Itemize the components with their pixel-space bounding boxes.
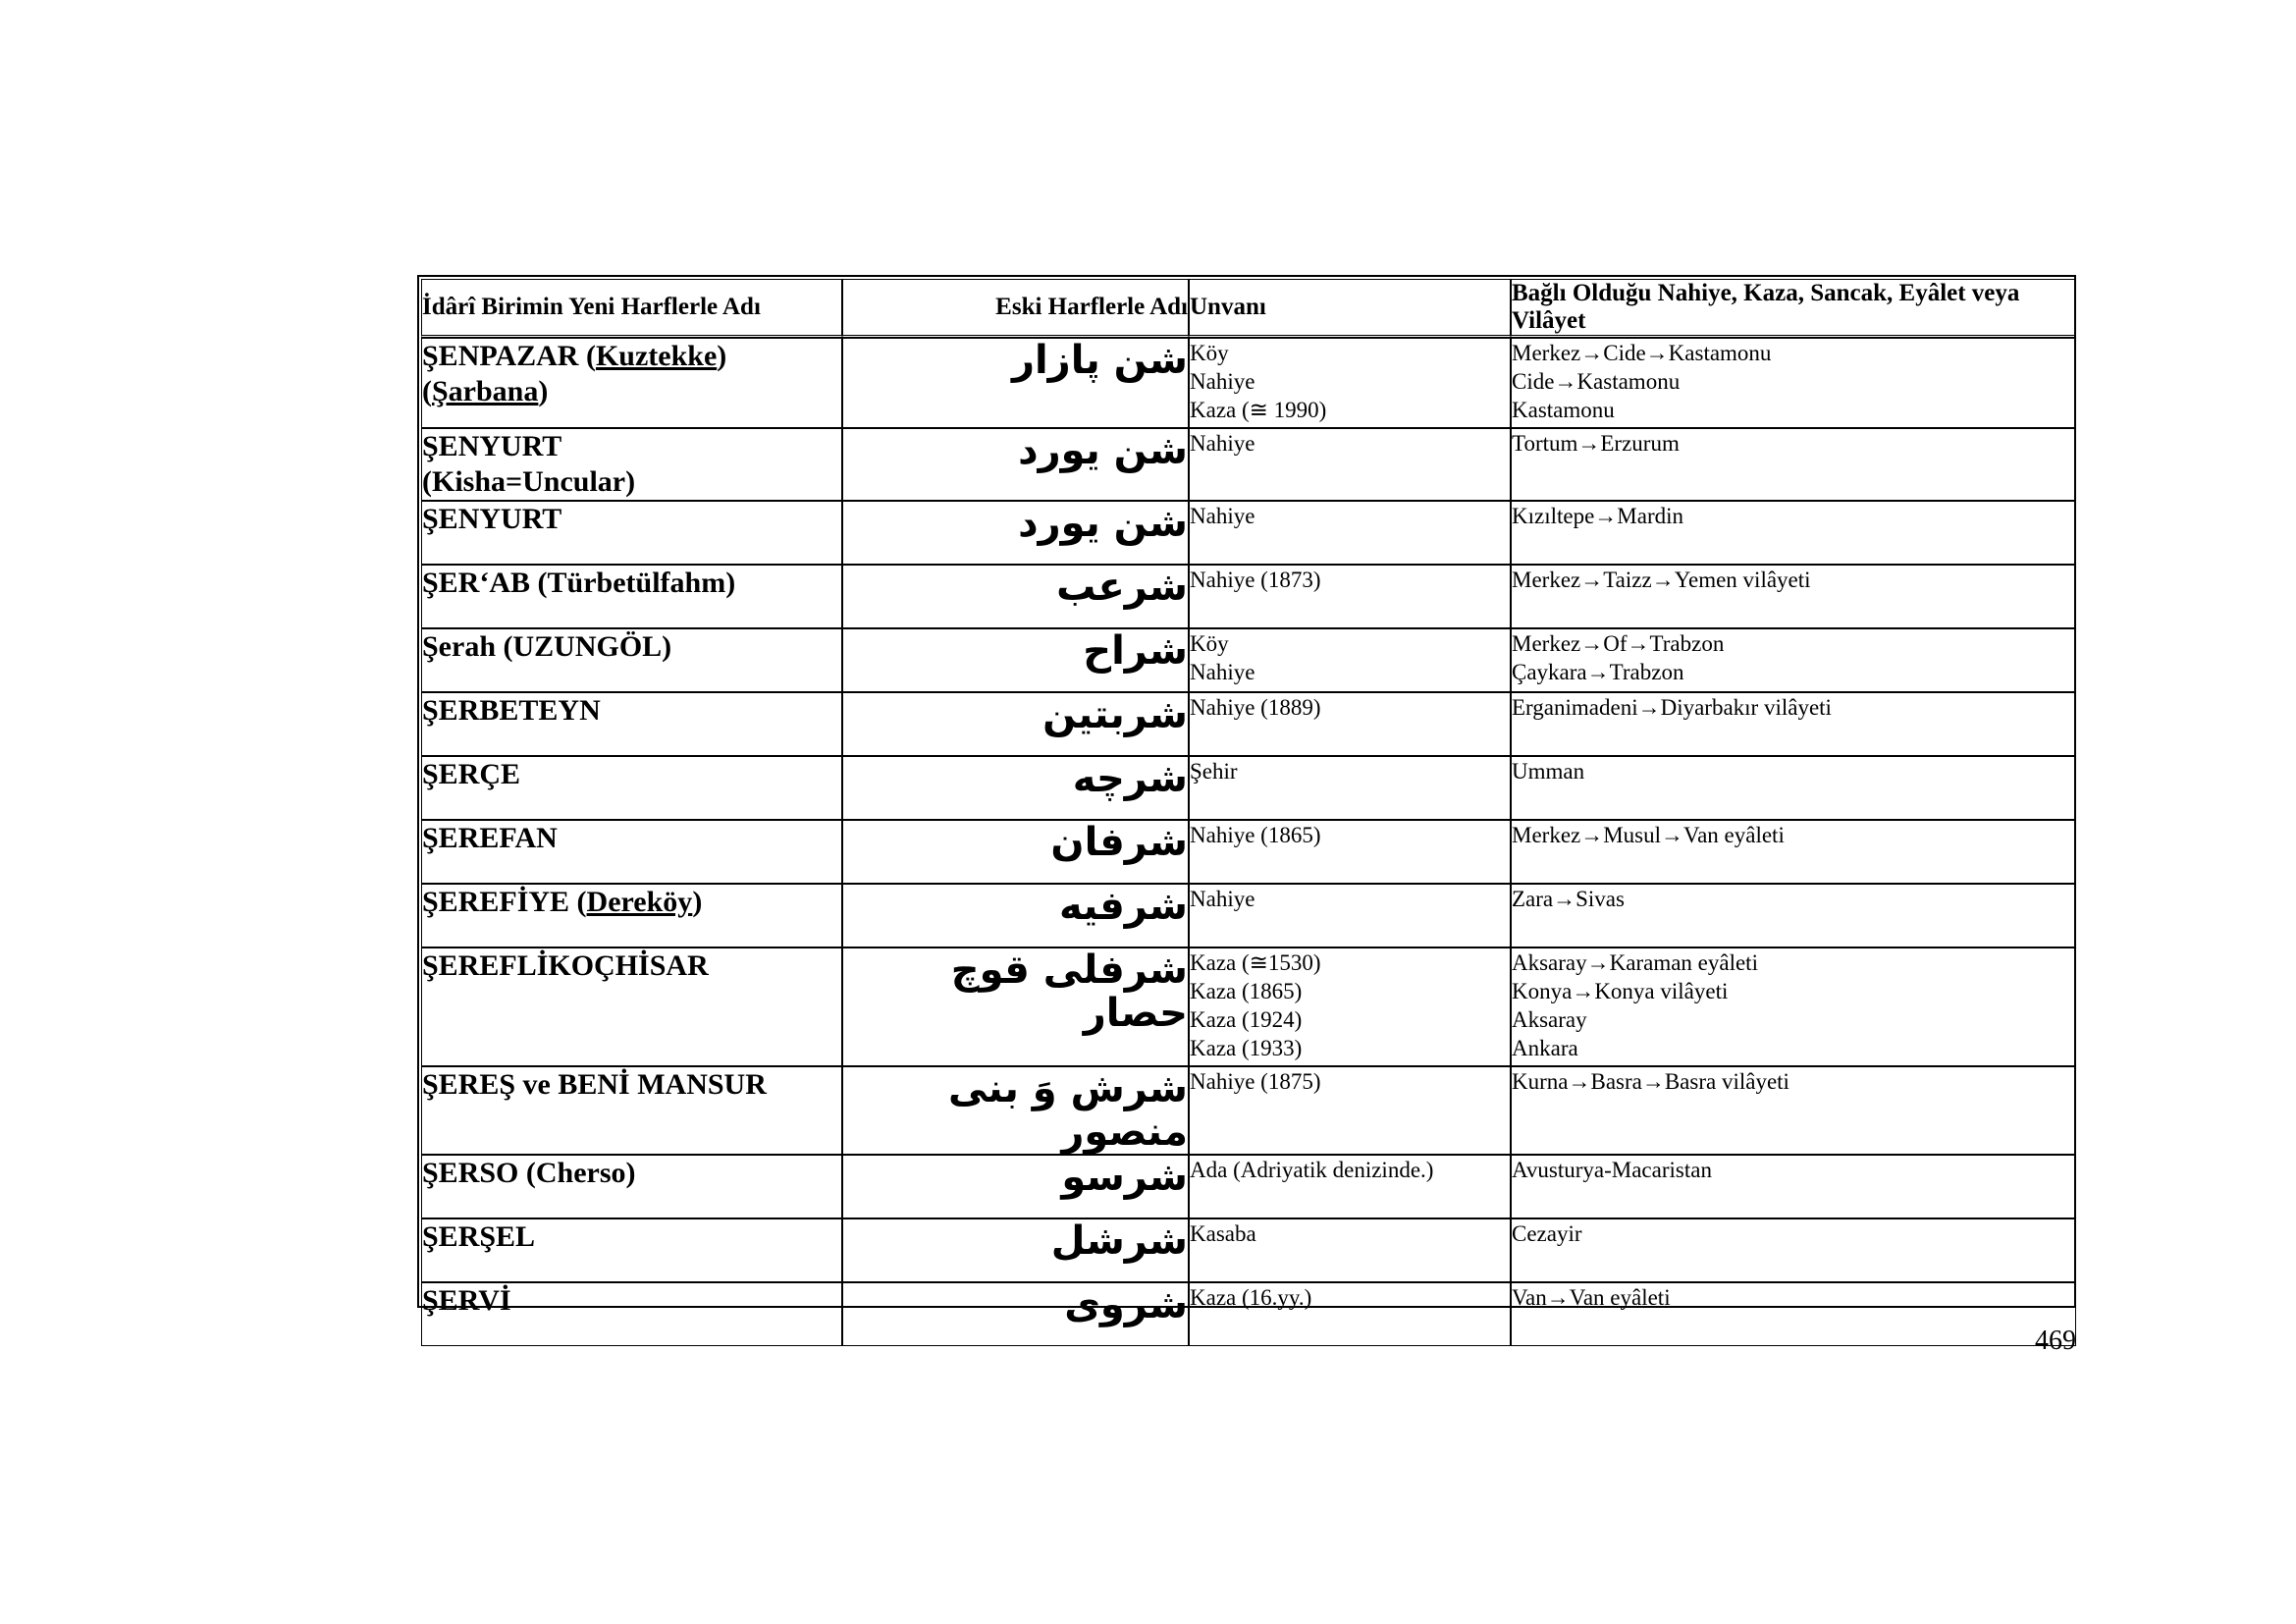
cell-location bbox=[1511, 884, 2076, 947]
name-part: ( bbox=[422, 375, 432, 407]
header-location: Bağlı Olduğu Nahiye, Kaza, Sancak, Eyâlet veya Vilâyet bbox=[1511, 279, 2076, 338]
title-line: Kaza (16.yy.) bbox=[1190, 1285, 1312, 1310]
location-line: Merkez→Taizz→Yemen vilâyeti bbox=[1512, 568, 1811, 592]
location-line: Cezayir bbox=[1512, 1221, 1582, 1246]
location-line: Merkez→Musul→Van eyâleti bbox=[1512, 823, 1785, 847]
cell-title bbox=[1189, 628, 1511, 692]
cell-old-name: شرشل bbox=[842, 1218, 1189, 1282]
cell-title bbox=[1189, 501, 1511, 565]
table-row bbox=[421, 947, 2076, 1066]
cell-title bbox=[1189, 1218, 1511, 1282]
cell-title bbox=[1189, 1155, 1511, 1218]
title-line: Nahiye (1875) bbox=[1190, 1069, 1321, 1094]
table-body bbox=[421, 338, 2076, 1346]
name-part: ŞERŞEL bbox=[422, 1220, 536, 1253]
cell-new-name bbox=[421, 501, 842, 565]
cell-new-name bbox=[421, 1282, 842, 1346]
location-line: Kastamonu bbox=[1512, 398, 1615, 422]
title-line: Nahiye bbox=[1190, 431, 1255, 456]
title-line: Ada (Adriyatik denizinde.) bbox=[1190, 1158, 1434, 1182]
title-line: Kasaba bbox=[1190, 1221, 1256, 1246]
name-line bbox=[422, 464, 841, 500]
cell-location bbox=[1511, 1155, 2076, 1218]
cell-old-name: شربتين bbox=[842, 692, 1189, 756]
name-underlined-part: Dereköy bbox=[586, 886, 693, 918]
cell-old-name: شرفان bbox=[842, 820, 1189, 884]
location-line: Van→Van eyâleti bbox=[1512, 1285, 1671, 1310]
cell-old-name: شروى bbox=[842, 1282, 1189, 1346]
header-title: Unvanı bbox=[1189, 279, 1511, 338]
cell-old-name: شرچه bbox=[842, 756, 1189, 820]
name-line bbox=[422, 1219, 841, 1255]
cell-new-name bbox=[421, 820, 842, 884]
name-line bbox=[422, 339, 841, 374]
location-line: Merkez→Of→Trabzon bbox=[1512, 631, 1725, 656]
cell-new-name bbox=[421, 692, 842, 756]
cell-location bbox=[1511, 1218, 2076, 1282]
table-row bbox=[421, 428, 2076, 501]
name-line bbox=[422, 502, 841, 537]
table-row bbox=[421, 692, 2076, 756]
name-part: ŞENPAZAR ( bbox=[422, 340, 596, 372]
cell-location bbox=[1511, 1282, 2076, 1346]
table-row bbox=[421, 1218, 2076, 1282]
name-line bbox=[422, 821, 841, 856]
table-header-row bbox=[421, 279, 2076, 338]
header-old-name: Eski Harflerle Adı bbox=[842, 279, 1189, 338]
cell-title bbox=[1189, 947, 1511, 1066]
cell-new-name bbox=[421, 1066, 842, 1155]
location-line: Kurna→Basra→Basra vilâyeti bbox=[1512, 1069, 1789, 1094]
cell-location bbox=[1511, 1066, 2076, 1155]
title-line: Şehir bbox=[1190, 759, 1238, 784]
name-part: ŞEREŞ ve BENİ MANSUR bbox=[422, 1068, 767, 1101]
cell-new-name bbox=[421, 1218, 842, 1282]
location-line: Cide→Kastamonu bbox=[1512, 369, 1681, 394]
name-part: ) bbox=[717, 340, 727, 372]
title-line: Köy bbox=[1190, 631, 1229, 656]
name-line bbox=[422, 429, 841, 464]
cell-old-name: شراح bbox=[842, 628, 1189, 692]
location-line: Tortum→Erzurum bbox=[1512, 431, 1680, 456]
cell-old-name: شرعب bbox=[842, 565, 1189, 628]
location-line: Çaykara→Trabzon bbox=[1512, 660, 1684, 684]
name-underlined-part: Şarbana bbox=[432, 375, 539, 407]
location-line: Merkez→Cide→Kastamonu bbox=[1512, 341, 1772, 365]
table-row bbox=[421, 338, 2076, 428]
title-line: Kaza (1865) bbox=[1190, 979, 1303, 1003]
name-part: ŞENYURT bbox=[422, 430, 562, 462]
name-line bbox=[422, 374, 841, 409]
title-line: Kaza (1933) bbox=[1190, 1036, 1303, 1060]
cell-new-name bbox=[421, 565, 842, 628]
name-line bbox=[422, 693, 841, 729]
gazetteer-table-frame bbox=[417, 275, 2076, 1327]
name-part: ŞERSO (Cherso) bbox=[422, 1157, 636, 1189]
name-line bbox=[422, 566, 841, 601]
table-row bbox=[421, 1066, 2076, 1155]
name-part: ŞER‘AB (Türbetülfahm) bbox=[422, 567, 736, 599]
cell-location bbox=[1511, 428, 2076, 501]
cell-title bbox=[1189, 884, 1511, 947]
cell-title bbox=[1189, 692, 1511, 756]
cell-new-name bbox=[421, 428, 842, 501]
page-number: 469 bbox=[2035, 1326, 2076, 1356]
cell-location bbox=[1511, 692, 2076, 756]
cell-old-name: شرسو bbox=[842, 1155, 1189, 1218]
location-line: Erganimadeni→Diyarbakır vilâyeti bbox=[1512, 695, 1832, 720]
table-row bbox=[421, 628, 2076, 692]
header-new-name: İdârî Birimin Yeni Harflerle Adı bbox=[421, 279, 842, 338]
cell-new-name bbox=[421, 1155, 842, 1218]
cell-old-name: شرفلى قوچ حصار bbox=[842, 947, 1189, 1066]
title-line: Nahiye (1889) bbox=[1190, 695, 1321, 720]
table-row bbox=[421, 1155, 2076, 1218]
name-part: ) bbox=[538, 375, 549, 407]
cell-title bbox=[1189, 756, 1511, 820]
location-line: Aksaray bbox=[1512, 1007, 1587, 1032]
name-part: ŞENYURT bbox=[422, 503, 562, 535]
cell-location bbox=[1511, 756, 2076, 820]
location-line: Aksaray→Karaman eyâleti bbox=[1512, 950, 1758, 975]
cell-location bbox=[1511, 947, 2076, 1066]
name-part: ŞERVİ bbox=[422, 1284, 511, 1317]
name-part: ŞEREFAN bbox=[422, 822, 558, 854]
name-part: ŞERÇE bbox=[422, 758, 521, 790]
name-line bbox=[422, 948, 841, 984]
title-line: Nahiye bbox=[1190, 369, 1255, 394]
cell-new-name bbox=[421, 884, 842, 947]
title-line: Kaza (1924) bbox=[1190, 1007, 1303, 1032]
gazetteer-table bbox=[421, 279, 2076, 1346]
cell-new-name bbox=[421, 756, 842, 820]
cell-location bbox=[1511, 338, 2076, 428]
title-line: Nahiye (1873) bbox=[1190, 568, 1321, 592]
cell-title bbox=[1189, 565, 1511, 628]
table-row bbox=[421, 884, 2076, 947]
cell-new-name bbox=[421, 628, 842, 692]
name-line bbox=[422, 629, 841, 665]
cell-old-name: شرش وَ بنى منصور bbox=[842, 1066, 1189, 1155]
title-line: Nahiye (1865) bbox=[1190, 823, 1321, 847]
name-part: ) bbox=[692, 886, 703, 918]
cell-title bbox=[1189, 1282, 1511, 1346]
name-line bbox=[422, 1067, 841, 1103]
table-row bbox=[421, 501, 2076, 565]
name-part: ŞEREFLİKOÇHİSAR bbox=[422, 949, 709, 982]
title-line: Nahiye bbox=[1190, 504, 1255, 528]
title-line: Nahiye bbox=[1190, 660, 1255, 684]
cell-new-name bbox=[421, 947, 842, 1066]
name-line bbox=[422, 1156, 841, 1191]
name-underlined-part: Kuztekke bbox=[595, 340, 718, 372]
cell-location bbox=[1511, 820, 2076, 884]
table-row bbox=[421, 820, 2076, 884]
table-row bbox=[421, 565, 2076, 628]
cell-location bbox=[1511, 628, 2076, 692]
location-line: Avusturya-Macaristan bbox=[1512, 1158, 1712, 1182]
name-line bbox=[422, 885, 841, 920]
cell-title bbox=[1189, 820, 1511, 884]
cell-old-name: شن يورد bbox=[842, 428, 1189, 501]
location-line: Zara→Sivas bbox=[1512, 887, 1625, 911]
location-line: Ankara bbox=[1512, 1036, 1578, 1060]
title-line: Nahiye bbox=[1190, 887, 1255, 911]
name-part: (Kisha=Uncular) bbox=[422, 465, 636, 498]
cell-location bbox=[1511, 565, 2076, 628]
cell-old-name: شرفيه bbox=[842, 884, 1189, 947]
cell-title bbox=[1189, 1066, 1511, 1155]
name-part: ŞEREFİYE ( bbox=[422, 886, 587, 918]
table-row bbox=[421, 1282, 2076, 1346]
cell-old-name: شن يورد bbox=[842, 501, 1189, 565]
name-part: ŞERBETEYN bbox=[422, 694, 601, 727]
table-row bbox=[421, 756, 2076, 820]
cell-new-name bbox=[421, 338, 842, 428]
cell-location bbox=[1511, 501, 2076, 565]
title-line: Kaza (≅ 1990) bbox=[1190, 398, 1327, 422]
location-line: Umman bbox=[1512, 759, 1585, 784]
location-line: Konya→Konya vilâyeti bbox=[1512, 979, 1729, 1003]
title-line: Köy bbox=[1190, 341, 1229, 365]
location-line: Kızıltepe→Mardin bbox=[1512, 504, 1684, 528]
name-line bbox=[422, 757, 841, 792]
title-line: Kaza (≅1530) bbox=[1190, 950, 1321, 975]
name-part: Şerah (UZUNGÖL) bbox=[422, 630, 672, 663]
cell-title bbox=[1189, 428, 1511, 501]
name-line bbox=[422, 1283, 841, 1319]
cell-title bbox=[1189, 338, 1511, 428]
cell-old-name: شن پازار bbox=[842, 338, 1189, 428]
